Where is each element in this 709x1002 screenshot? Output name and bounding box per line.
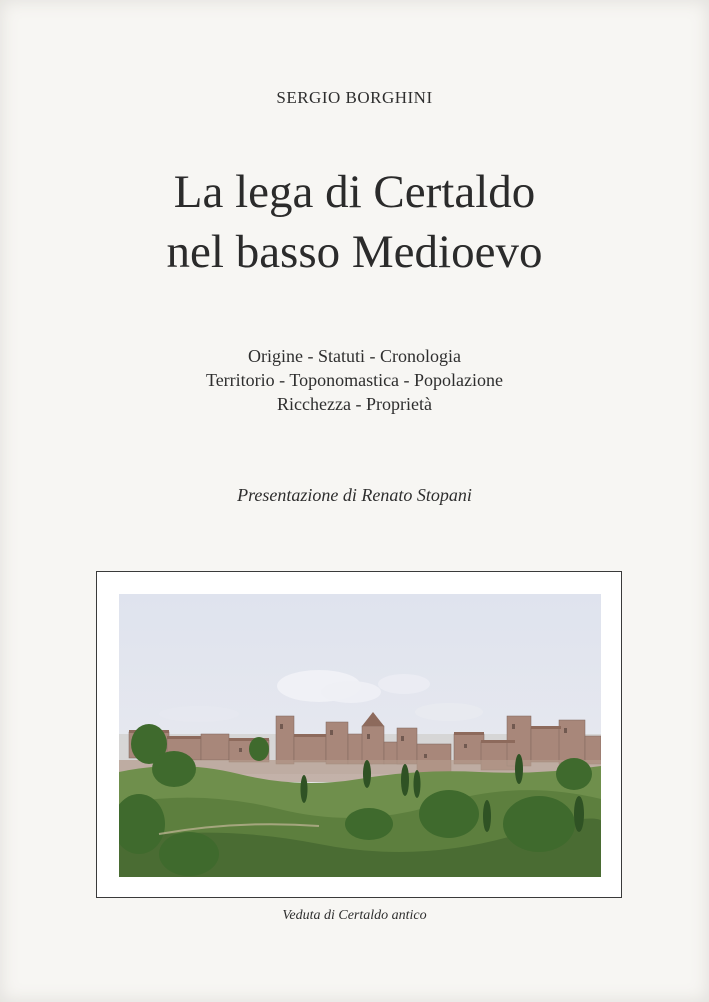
author-name: SERGIO BORGHINI	[276, 88, 433, 107]
presentation-credit: Presentazione di Renato Stopani	[237, 485, 472, 505]
title-line-2: nel basso Medioevo	[166, 226, 543, 278]
photo-frame	[96, 571, 622, 898]
subtitle-line-1: Origine - Statuti - Cronologia	[248, 346, 461, 366]
subtitle-line-3: Ricchezza - Proprietà	[277, 394, 432, 414]
book-subtitle	[0, 344, 709, 416]
photo-caption: Veduta di Certaldo antico	[282, 908, 427, 923]
title-line-1: La lega di Certaldo	[173, 166, 536, 218]
subtitle-line-2: Territorio - Toponomastica - Popolazione	[205, 370, 504, 390]
cover-photo	[119, 594, 601, 877]
hill-town-illustration	[119, 594, 601, 877]
book-title	[0, 162, 709, 282]
